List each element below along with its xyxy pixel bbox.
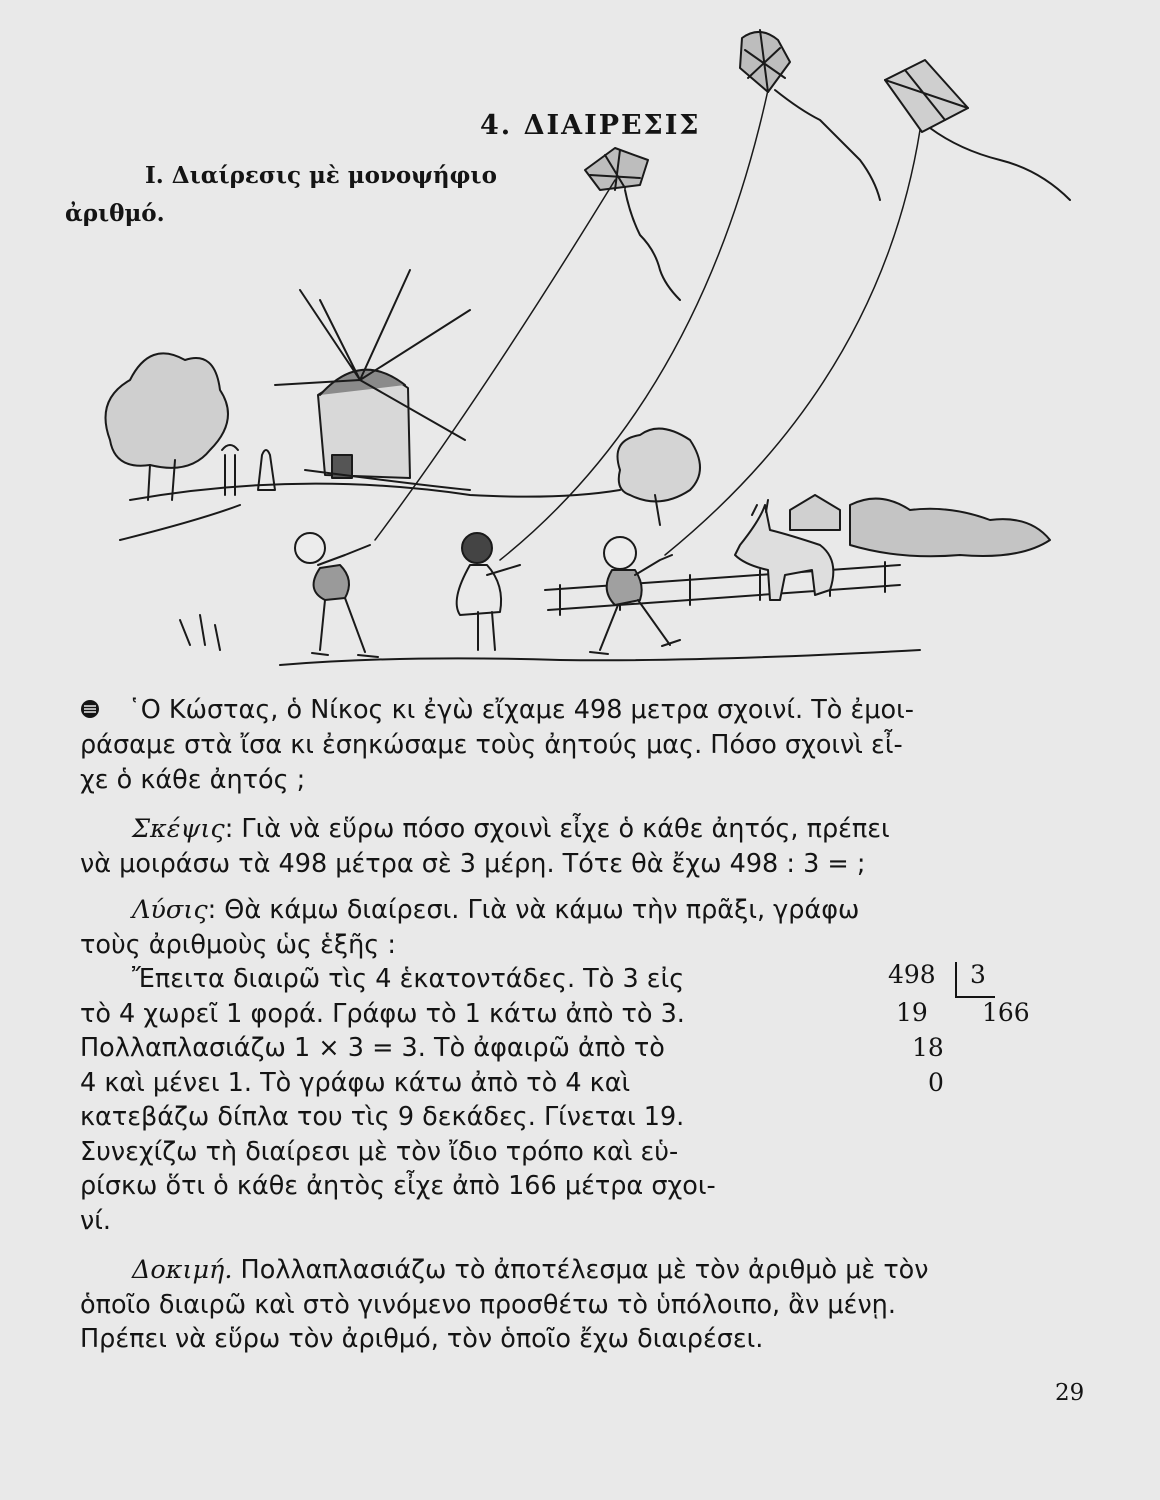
kite-left-icon xyxy=(585,148,680,300)
division-vertical-bar xyxy=(955,962,957,998)
step-line-8: νί. xyxy=(80,1205,111,1236)
thinking-line-1: : Γιὰ νὰ εὕρω πόσο σχοινὶ εἶχε ὁ κάθε ἀητός, πρέπει xyxy=(224,814,890,844)
step-line-7: ρίσκω ὅτι ὁ κάθε ἀητὸς εἶχε ἀπὸ 166 μέτρα σχοι- xyxy=(80,1171,716,1201)
thinking-line-2: νὰ μοιράσω τὰ 498 μέτρα σὲ 3 μέρη. Τότε θὰ ἔχω 498 : 3 = ; xyxy=(80,848,866,879)
house-icon xyxy=(790,495,1050,556)
fence-icon xyxy=(545,562,900,615)
division-remainder: 0 xyxy=(928,1068,944,1097)
problem-line-3: χε ὁ κάθε ἀητός ; xyxy=(80,764,306,795)
solution-line-2: τοὺς ἀριθμοὺς ὡς ἑξῆς : xyxy=(80,929,396,960)
section-heading-line2: ἀριθμό. xyxy=(65,200,165,227)
thinking-paragraph xyxy=(80,812,1080,881)
step-line-3: Πολλαπλασιάζω 1 × 3 = 3. Τὸ ἀφαιρῶ ἀπὸ τὸ xyxy=(80,1033,665,1063)
step-line-2: τὸ 4 χωρεῖ 1 φορά. Γράφω τὸ 1 κάτω ἀπὸ τὸ 3. xyxy=(80,998,685,1029)
check-line-2: ὁποῖο διαιρῶ καὶ στὸ γινόμενο προσθέτω τὸ ὑπόλοιπο, ἂν μένῃ. xyxy=(80,1289,896,1320)
thinking-label: Σκέψις xyxy=(132,814,225,844)
chapter-heading: 4. ΔΙΑΙΡΕΣΙΣ xyxy=(480,110,701,141)
division-step-2: 18 xyxy=(912,1033,944,1062)
tree-left-icon xyxy=(106,353,229,500)
problem-line-1: ῾Ο Κώστας, ὁ Νίκος κι ἐγὼ εἴχαμε 498 μετρα σχοινί. Τὸ ἐμοι- xyxy=(128,695,914,725)
division-quotient: 166 xyxy=(982,998,1030,1027)
problem-line-2: ράσαμε στὰ ἴσα κι ἐσηκώσαμε τοὺς ἀητούς μας. Πόσο σχοινὶ εἶ- xyxy=(80,730,903,761)
problem-paragraph xyxy=(80,693,1080,797)
listen-bullet-icon xyxy=(80,694,128,729)
kite-right-icon xyxy=(885,60,1070,200)
check-line-3: Πρέπει νὰ εὕρω τὸν ἀριθμό, τὸν ὁποῖο ἔχω διαιρέσει. xyxy=(80,1324,764,1354)
step-line-4: 4 καὶ μένει 1. Τὸ γράφω κάτω ἀπὸ τὸ 4 καὶ xyxy=(80,1067,631,1098)
division-dividend: 498 xyxy=(888,960,936,989)
tree-middle-icon xyxy=(618,429,701,525)
kite-middle-icon xyxy=(740,30,880,200)
check-label: Δοκιμή. xyxy=(132,1255,233,1285)
solution-label: Λύσις xyxy=(132,895,208,925)
windmill-icon xyxy=(275,270,470,490)
division-step-1: 19 xyxy=(896,998,928,1027)
section-heading-line1: I. Διαίρεσις μὲ μονοψήφιο xyxy=(145,162,497,189)
step-line-5: κατεβάζω δίπλα του τὶς 9 δεκάδες. Γίνεται 19. xyxy=(80,1102,685,1132)
solution-steps xyxy=(80,962,840,1238)
check-line-1: Πολλαπλασιάζω τὸ ἀποτέλεσμα μὲ τὸν ἀριθμὸ μὲ τὸν xyxy=(232,1255,929,1285)
kite-flying-illustration xyxy=(0,0,1160,700)
step-line-1: Ἔπειτα διαιρῶ τὶς 4 ἑκατοντάδες. Τὸ 3 εἰς xyxy=(132,964,685,994)
page-number: 29 xyxy=(1055,1380,1085,1406)
solution-line-1: : Θὰ κάμω διαίρεσι. Γιὰ νὰ κάμω τὴν πρᾶξι, γράφω xyxy=(207,895,860,925)
division-divisor: 3 xyxy=(970,960,986,989)
child-boy-left-icon xyxy=(295,533,378,657)
check-paragraph xyxy=(80,1253,1080,1357)
solution-paragraph xyxy=(80,893,1080,962)
step-line-6: Συνεχίζω τὴ διαίρεσι μὲ τὸν ἴδιο τρόπο καὶ εὑ- xyxy=(80,1136,679,1167)
